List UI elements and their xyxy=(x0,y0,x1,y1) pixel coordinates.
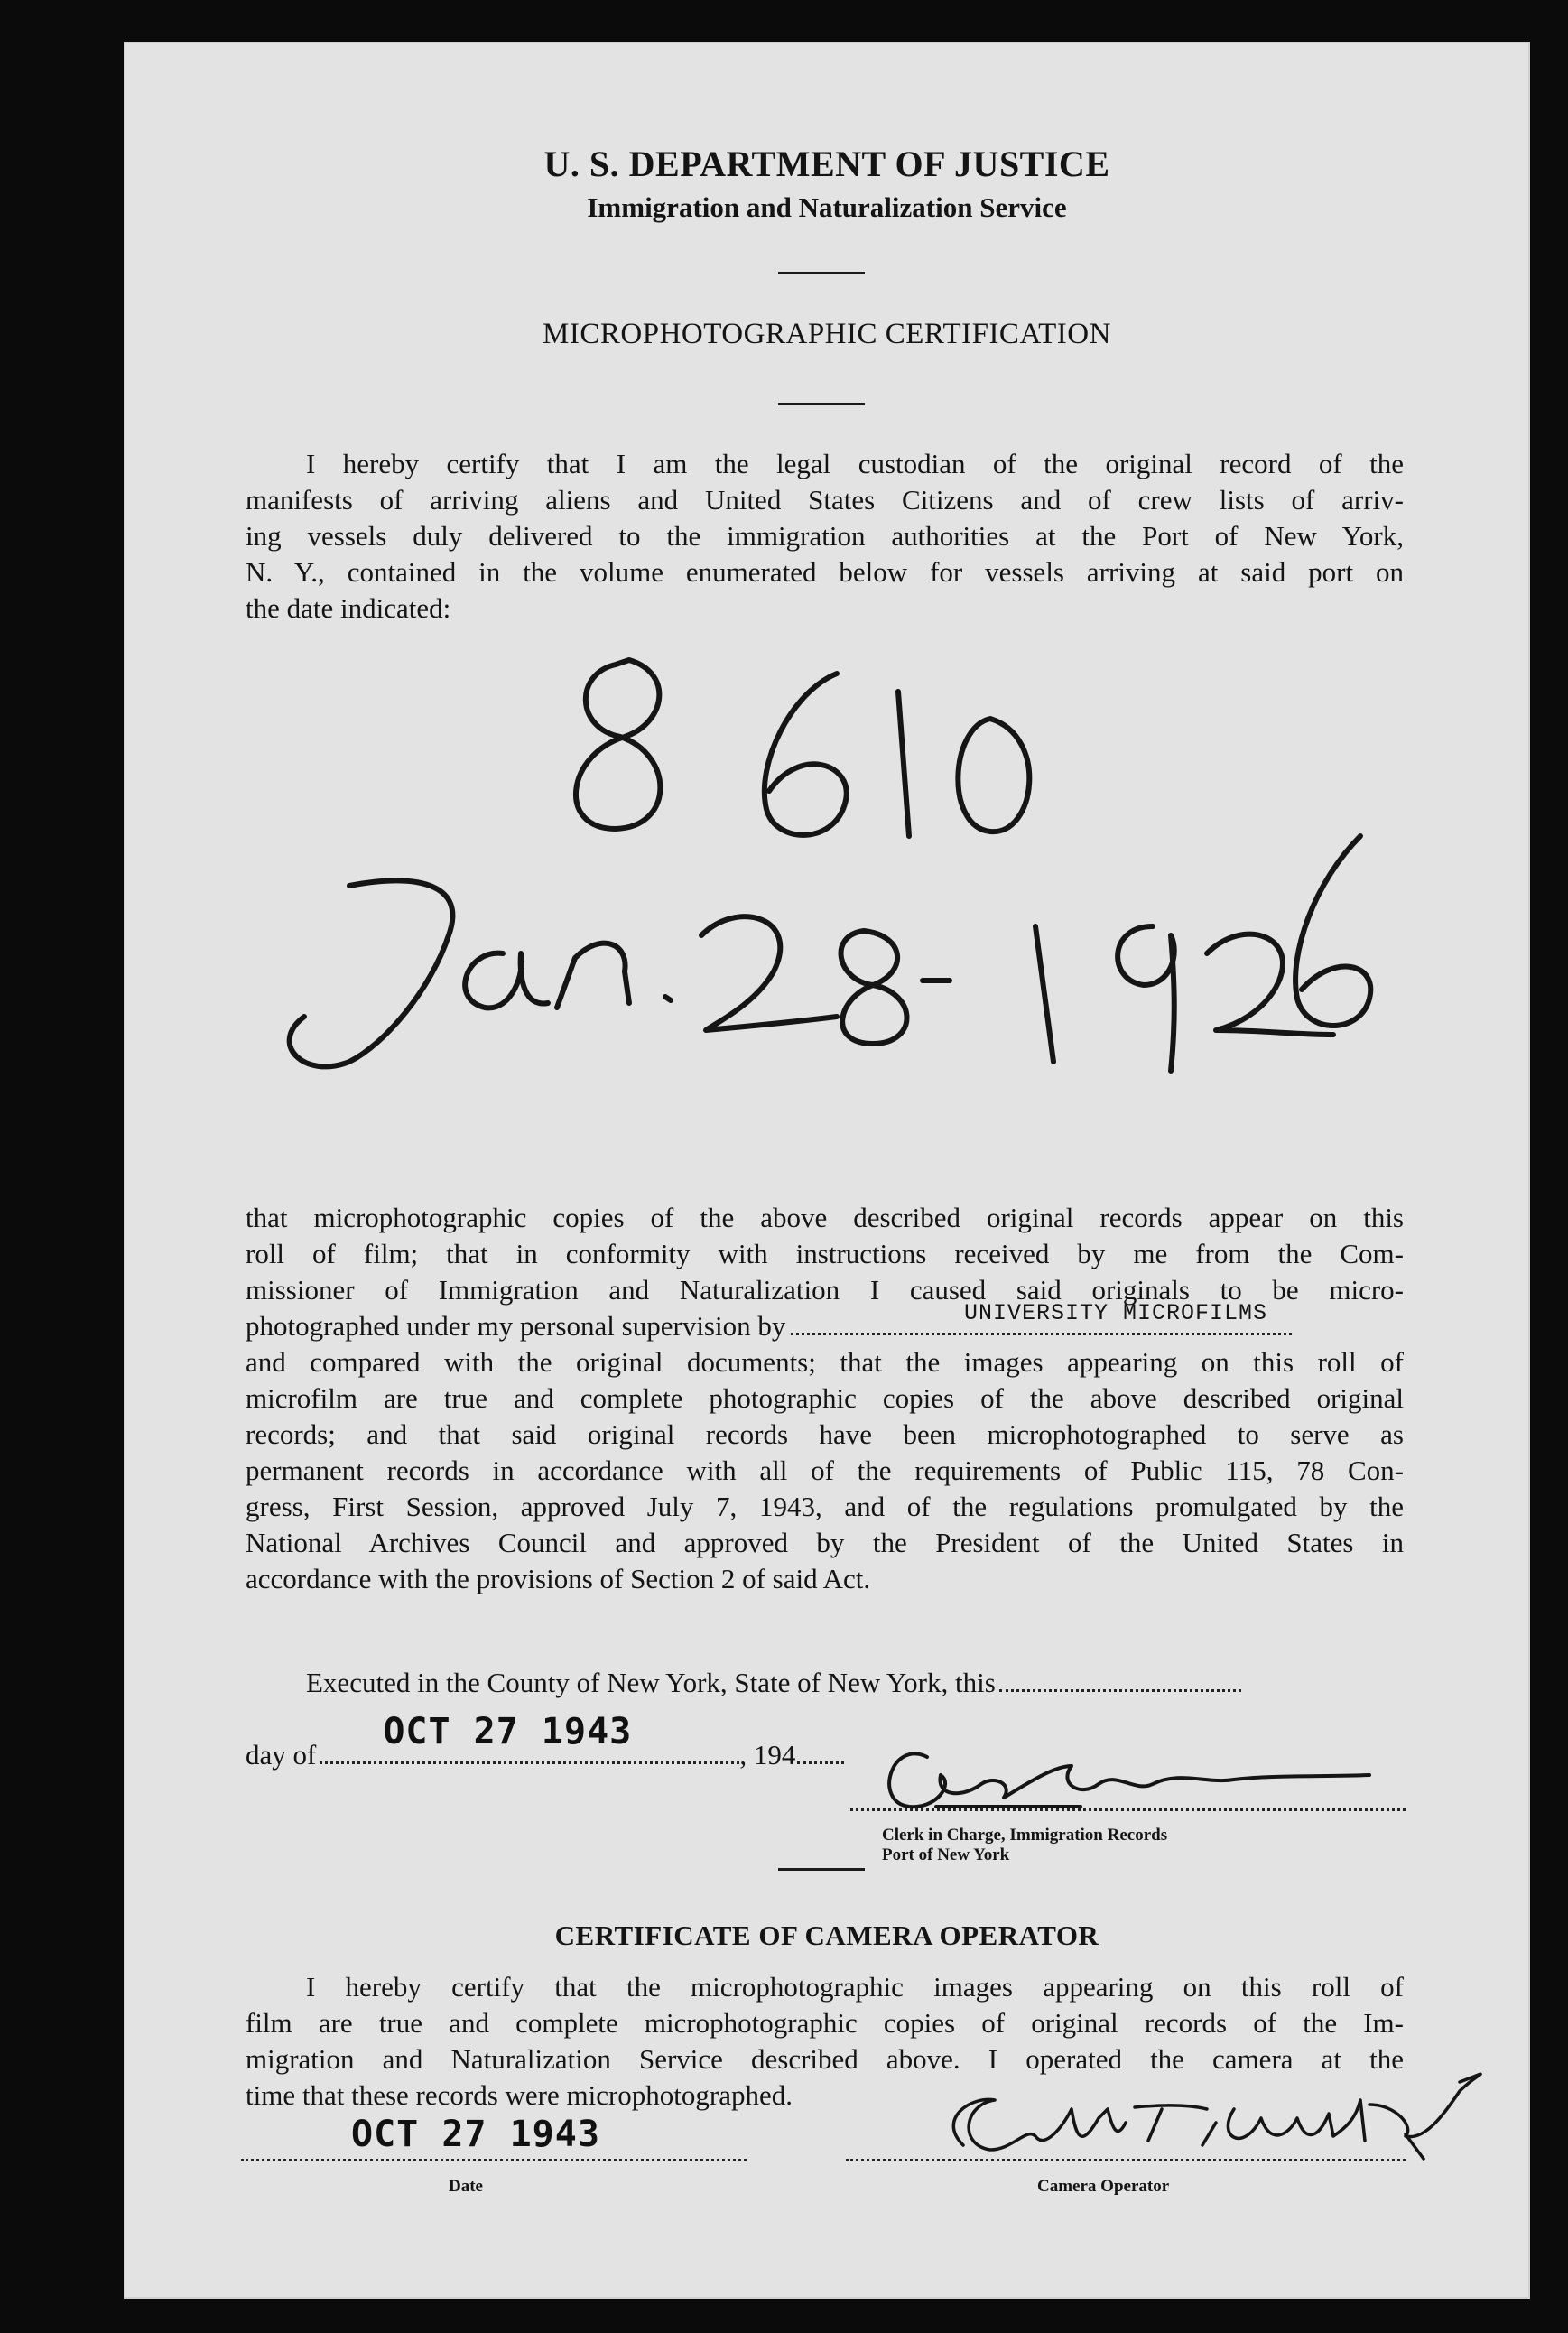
service-heading: Immigration and Naturalization Service xyxy=(587,191,1067,223)
intro-line: N. Y., contained in the volume enumerated below for vessels arriving at said port on xyxy=(246,556,1404,588)
camera-certificate-title: CERTIFICATE OF CAMERA OPERATOR xyxy=(554,1919,1099,1951)
typed-company-name: UNIVERSITY MICROFILMS xyxy=(964,1300,1268,1326)
camera-line: I hereby certify that the microphotographic images appearing on this roll of xyxy=(306,1971,1404,2003)
certification-title: MICROPHOTOGRAPHIC CERTIFICATION xyxy=(543,318,1111,350)
date-stamp: OCT 27 1943 xyxy=(383,1711,633,1752)
intro-line: ing vessels duly delivered to the immigration authorities at the Port of New York, xyxy=(246,520,1404,552)
day-of-label: day of xyxy=(246,1739,317,1771)
executed-text: Executed in the County of New York, State of New York, this xyxy=(306,1667,996,1698)
clerk-title-line: Port of New York xyxy=(882,1845,1010,1864)
body-line: records; and that said original records have been microphotographed to serve as xyxy=(246,1418,1404,1450)
clerk-title-line: Clerk in Charge, Immigration Records xyxy=(882,1826,1168,1845)
body-line: National Archives Council and approved by the President of the United States in xyxy=(246,1527,1404,1558)
body-line: microfilm are true and complete photographic copies of the above described original xyxy=(246,1382,1404,1414)
camera-date-stamp: OCT 27 1943 xyxy=(351,2114,600,2155)
camera-line: migration and Naturalization Service described above. I operated the camera at the xyxy=(246,2043,1404,2075)
department-heading: U. S. DEPARTMENT OF JUSTICE xyxy=(543,144,1110,184)
date-label: Date xyxy=(449,2177,483,2196)
camera-line: film are true and complete microphotographic copies of original records of the Im- xyxy=(246,2007,1404,2039)
body-line: roll of film; that in conformity with instructions received by me from the Com- xyxy=(246,1238,1404,1269)
body-line: that microphotographic copies of the above described original records appear on this xyxy=(246,1202,1404,1233)
intro-line: manifests of arriving aliens and United States Citizens and of crew lists of arriv- xyxy=(246,484,1404,516)
year-prefix: , 194 xyxy=(739,1739,796,1771)
certificate-sheet xyxy=(124,42,1530,2299)
camera-operator-label: Camera Operator xyxy=(1037,2177,1170,2196)
intro-line: I hereby certify that I am the legal custodian of the original record of the xyxy=(306,448,1404,479)
body-line: gress, First Session, approved July 7, 1943, and of the regulations promulgated by the xyxy=(246,1491,1404,1522)
body-line: permanent records in accordance with all of the requirements of Public 115, 78 Con- xyxy=(246,1455,1404,1486)
camera-operator-line xyxy=(846,2159,1406,2161)
camera-line: time that these records were microphotographed. xyxy=(246,2079,793,2111)
body-line: accordance with the provisions of Section 2 of said Act. xyxy=(246,1563,871,1594)
camera-operator-signature xyxy=(124,42,1530,2299)
body-line: photographed under my personal supervision by xyxy=(246,1310,786,1342)
intro-line: the date indicated: xyxy=(246,592,451,624)
body-line: and compared with the original documents; that the images appearing on this roll of xyxy=(246,1346,1404,1378)
body-line: missioner of Immigration and Naturalization I caused said originals to be micro- xyxy=(246,1274,1404,1306)
